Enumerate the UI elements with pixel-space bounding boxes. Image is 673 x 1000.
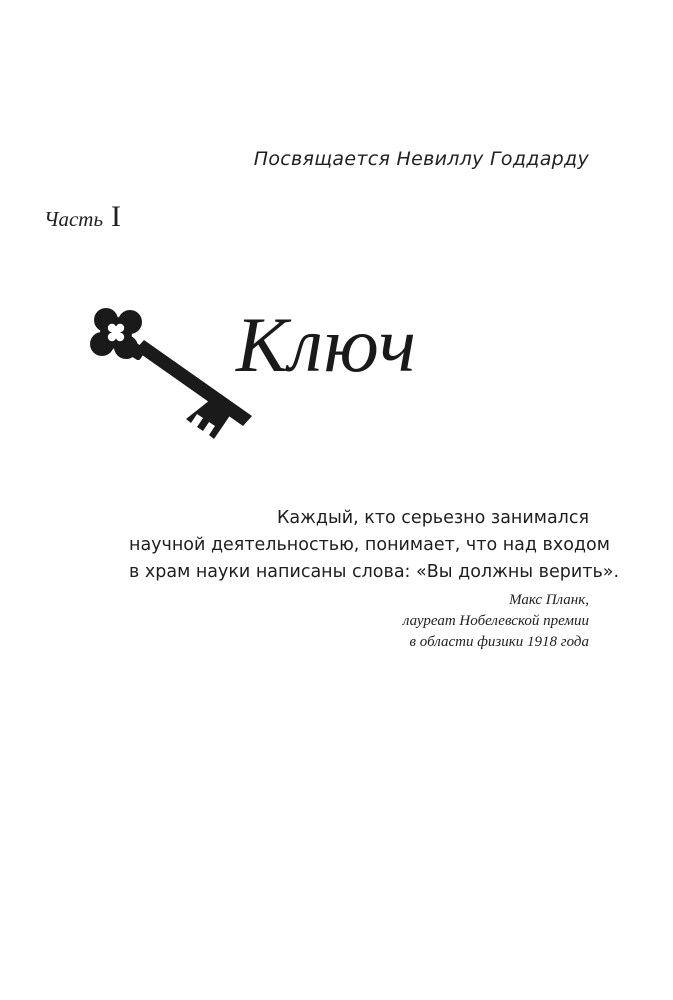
epigraph-attribution [403, 590, 589, 653]
epigraph-line: Каждый, кто серьезно занимался [276, 508, 589, 528]
part-heading [44, 200, 121, 234]
epigraph-quote [129, 505, 620, 586]
epigraph-line: в храм науки написаны слова: «Вы должны верить». [129, 562, 620, 582]
chapter-title: Ключ [236, 301, 417, 388]
attribution-line: в области физики 1918 года [409, 634, 589, 650]
part-number: I [111, 200, 122, 233]
epigraph-line: научной деятельностью, понимает, что над входом [129, 535, 610, 555]
attribution-line: лауреат Нобелевской премии [402, 613, 589, 629]
dedication: Посвящается Невиллу Годдарду [253, 148, 589, 170]
attribution-line: Макс Планк, [509, 592, 589, 608]
part-label: Часть [44, 207, 104, 231]
key-icon [80, 300, 260, 460]
